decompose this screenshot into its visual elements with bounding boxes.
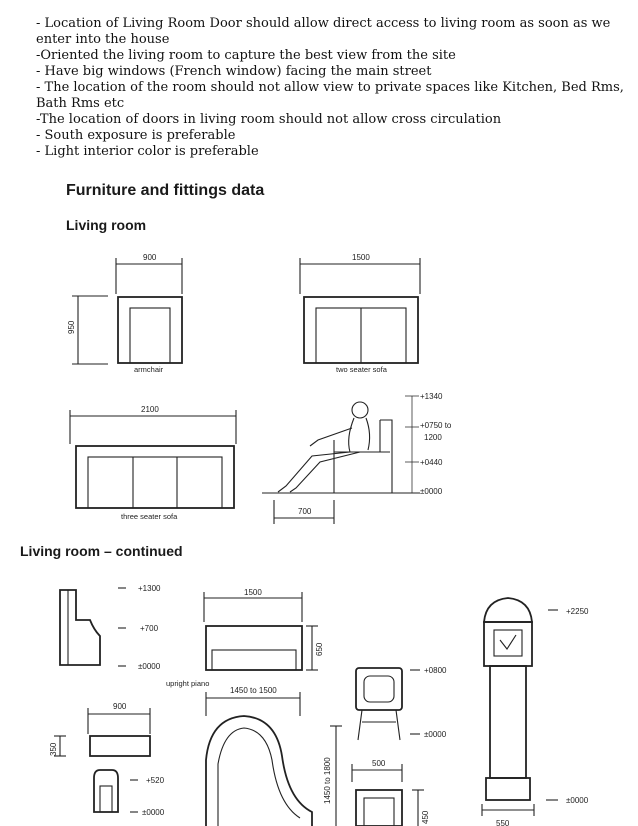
stool-drawing [49,702,150,756]
tv-drawing [356,666,447,740]
clock-width-label: 550 [496,819,510,826]
armchair-width-label: 900 [143,253,157,262]
note-windows: - Have big windows (French window) facing the main street [36,64,432,79]
clock-drawing [482,598,589,826]
cabinet-height-label: 450 [421,810,430,824]
figure-depth-label: 700 [298,507,312,516]
clock-floor-label: ±0000 [566,796,589,805]
note-privacy: - The location of the room should not allow view to private spaces like Kitchen, Bed Rms, Bath Rms etc [36,80,624,111]
arch-height-label: 1450 to 1800 [323,757,332,804]
sideboard-height-label: 650 [315,642,324,656]
note-south-exposure: - South exposure is preferable [36,128,236,143]
piano-top-label: +1300 [138,584,161,593]
section-heading-living-room: Living room [66,217,147,233]
piano-caption: upright piano [166,679,210,688]
upright-piano-drawing [60,584,209,688]
sideboard-drawing [204,588,324,670]
figure-seat-label: +0440 [420,458,443,467]
note-interior-color: - Light interior color is preferable [36,144,259,159]
three-seater-caption: three seater sofa [121,512,178,521]
figure-arm-label-b: 1200 [424,433,442,442]
clock-top-label: +2250 [566,607,589,616]
section-heading-continued: Living room – continued [20,543,183,559]
note-circulation: -The location of doors in living room should not allow cross circulation [36,112,502,127]
two-seater-caption: two seater sofa [336,365,387,374]
two-seater-sofa-drawing [300,253,420,374]
piano-mid-label: +700 [140,624,159,633]
stool-height-label: 350 [49,742,58,756]
figure-title: Furniture and fittings data [66,182,265,199]
armchair-drawing [67,253,182,374]
armchair-caption: armchair [134,365,164,374]
armchair-height-label: 950 [67,320,76,334]
tv-floor-label: ±0000 [424,730,447,739]
three-seater-width-label: 2100 [141,405,159,414]
two-seater-width-label: 1500 [352,253,370,262]
figure-top-label: +1340 [420,392,443,401]
piano-floor-label: ±0000 [138,662,161,671]
sideboard-width-label: 1500 [244,588,262,597]
figure-arm-label-a: +0750 to [420,421,452,430]
tv-top-label: +0800 [424,666,447,675]
small-chair-drawing [94,770,165,817]
small-chair-top-label: +520 [146,776,165,785]
stool-width-label: 900 [113,702,127,711]
three-seater-sofa-drawing [70,405,236,521]
seated-figure-drawing [262,392,452,524]
cabinet-width-label: 500 [372,759,386,768]
arch-width-label: 1450 to 1500 [230,686,277,695]
figure-floor-label: ±0000 [420,487,443,496]
note-door-location: - Location of Living Room Door should allow direct access to living room as soon as we enter into the house [36,16,611,47]
arch-drawing [206,686,342,826]
small-chair-floor-label: ±0000 [142,808,165,817]
note-orientation: -Oriented the living room to capture the best view from the site [36,48,456,63]
cabinet-drawing [352,759,430,826]
